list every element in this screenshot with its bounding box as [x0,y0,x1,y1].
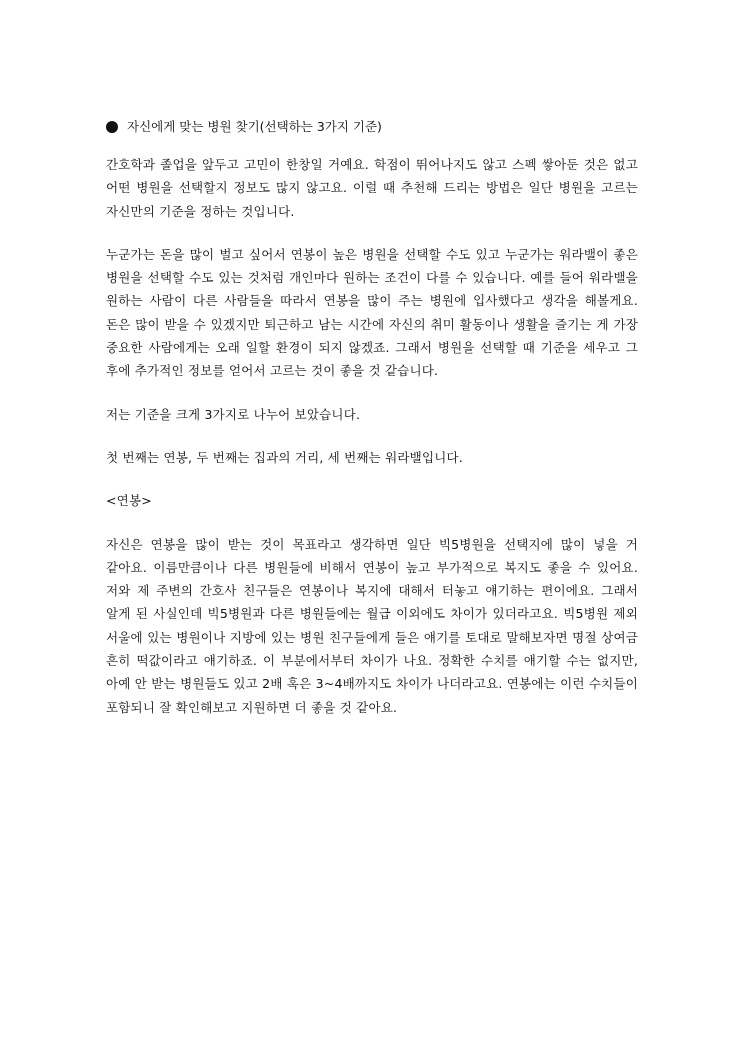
subheading-salary: <연봉> [106,493,152,509]
heading-text: 자신에게 맞는 병원 찾기(선택하는 3가지 기준) [127,119,382,134]
bullet-icon [106,121,118,133]
paragraph-criteria-reason: 누군가는 돈을 많이 벌고 싶어서 연봉이 높은 병원을 선택할 수도 있고 누군가는 워라밸이 좋은 병원을 선택할 수도 있는 것처럼 개인마다 원하는 조건이 다를 수 있습니다. 예를 들어 워라밸을 원하는 사람이 다른 사람들을 따라서 연봉을 많이 주는 병원에 입사했다고 생각을 해볼게요. 돈은 많이 받을 수 있겠지만 퇴근하고 남는 시간에 자신의 취미 활동이나 생활을 즐기는 게 가장 중요한 사람에게는 오래 일할 환경이 되지 않겠죠. 그래서 병원을 선택할 때 기준을 세우고 그 후에 추가적인 정보를 얻어서 고르는 것이 좋을 것 같습니다. [106,246,638,379]
section-heading [106,117,638,137]
paragraph-three-criteria: 저는 기준을 크게 3가지로 나누어 보았습니다. [106,406,361,422]
paragraph-criteria-list: 첫 번째는 연봉, 두 번째는 집과의 거리, 세 번째는 워라밸입니다. [106,449,463,465]
paragraph-intro: 간호학과 졸업을 앞두고 고민이 한창일 거예요. 학점이 뛰어나지도 않고 스펙 쌓아둔 것은 없고 어떤 병원을 선택할지 정보도 많지 않고요. 이럴 때 추천해 드리는 방법은 일단 병원을 고르는 자신만의 기준을 정하는 것입니다. [106,157,638,219]
document-page [106,117,638,739]
paragraph-salary: 자신은 연봉을 많이 받는 것이 목표라고 생각하면 일단 빅5병원을 선택지에 많이 넣을 거 같아요. 이름만큼이나 다른 병원들에 비해서 연봉이 높고 부가적으로 복지도 좋을 수 있어요. 저와 제 주변의 간호사 친구들은 연봉이나 복지에 대해서 터놓고 얘기하는 편이에요. 그래서 알게 된 사실인데 빅5병원과 다른 병원들에는 월급 이외에도 차이가 있더라고요. 빅5병원 제외 서울에 있는 병원이나 지방에 있는 병원 친구들에게 들은 얘기를 토대로 말해보자면 명절 상여금 흔히 떡값이라고 얘기하죠. 이 부분에서부터 차이가 나요. 정확한 수치를 얘기할 수는 없지만, 아예 안 받는 병원들도 있고 2배 혹은 3~4배까지도 차이가 나더라고요. 연봉에는 이런 수치들이 포함되니 잘 확인해보고 지원하면 더 좋을 것 같아요. [106,536,638,715]
